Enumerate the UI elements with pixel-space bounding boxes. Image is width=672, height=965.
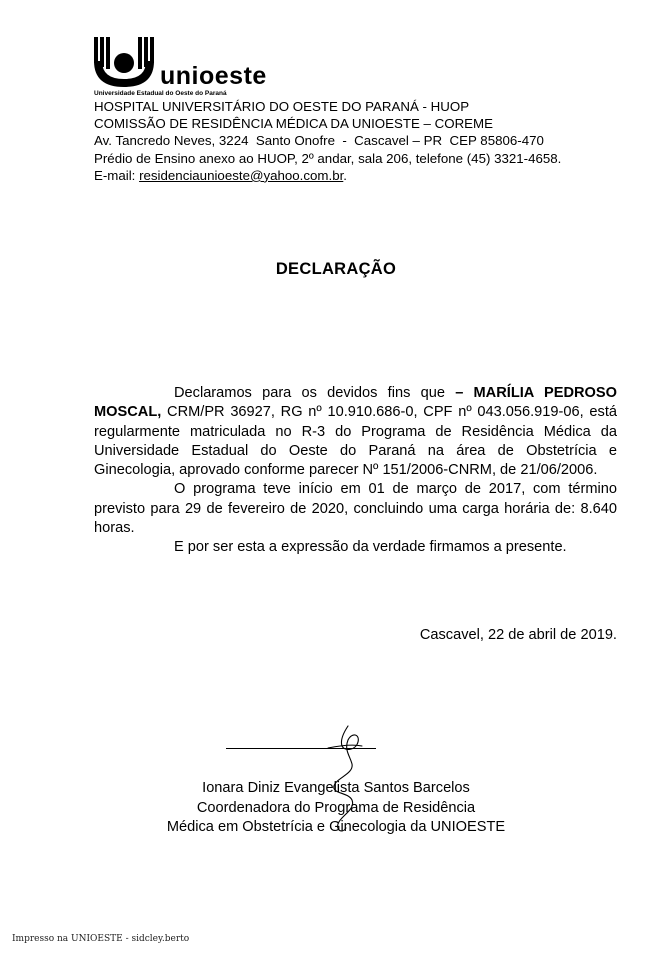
print-footer: Impresso na UNIOESTE - sidcley.berto <box>12 934 190 944</box>
signer-role-2: Médica em Obstetrícia e Ginecologia da UNIOESTE <box>166 819 506 835</box>
signer-block <box>0 779 672 838</box>
letterhead <box>94 98 561 184</box>
logo-subtitle: Universidade Estadual do Oeste do Paraná <box>94 90 227 97</box>
address-line: Av. Tancredo Neves, 3224 Santo Onofre - Cascavel – PR CEP 85806-470 <box>94 133 544 149</box>
building-line: Prédio de Ensino anexo ao HUOP, 2º andar, sala 206, telefone (45) 3321-4658. <box>94 150 562 166</box>
p1-details: CRM/PR 36927, RG nº 10.910.686-0, CPF nº 043.056.919-06, está regularmente matriculada no R-3 do Programa de Residência Médica da Universidade Estadual do Oeste do Paraná na área de Obstetrícia e Ginecologia, aprovado conforme parecer Nº 151/2006-CNRM, de 21/06/2006. <box>94 404 617 479</box>
date-line: Cascavel, 22 de abril de 2019. <box>419 627 617 643</box>
document-title: DECLARAÇÃO <box>275 260 397 278</box>
logo-wordmark: unioeste <box>160 62 267 90</box>
email-label: E-mail: <box>94 167 140 183</box>
email-line <box>94 167 561 184</box>
paragraph-2: O programa teve início em 01 de março de 2017, com término previsto para 29 de fevereiro de 2020, concluindo uma carga horária de: 8.640 horas. <box>94 481 617 537</box>
email-suffix: . <box>343 167 347 183</box>
email-link[interactable]: residenciaunioeste@yahoo.com.br <box>139 167 344 183</box>
signer-name: Ionara Diniz Evangelista Santos Barcelos <box>202 780 470 796</box>
signer-role-1: Coordenadora do Programa de Residência <box>196 799 476 816</box>
hospital-name: HOSPITAL UNIVERSITÁRIO DO OESTE DO PARANÁ - HUOP <box>94 99 470 114</box>
commission-name: COMISSÃO DE RESIDÊNCIA MÉDICA DA UNIOESTE – COREME <box>94 116 493 132</box>
unioeste-logo <box>94 37 164 91</box>
paragraph-3: E por ser esta a expressão da verdade firmamos a presente. <box>174 539 567 556</box>
resident-name: – MARÍLIA PEDROSO MOSCAL, <box>94 385 617 421</box>
paragraph-1 <box>94 384 617 480</box>
declaration-body <box>94 384 617 558</box>
p1-intro: Declaramos para os devidos fins que <box>174 385 456 401</box>
